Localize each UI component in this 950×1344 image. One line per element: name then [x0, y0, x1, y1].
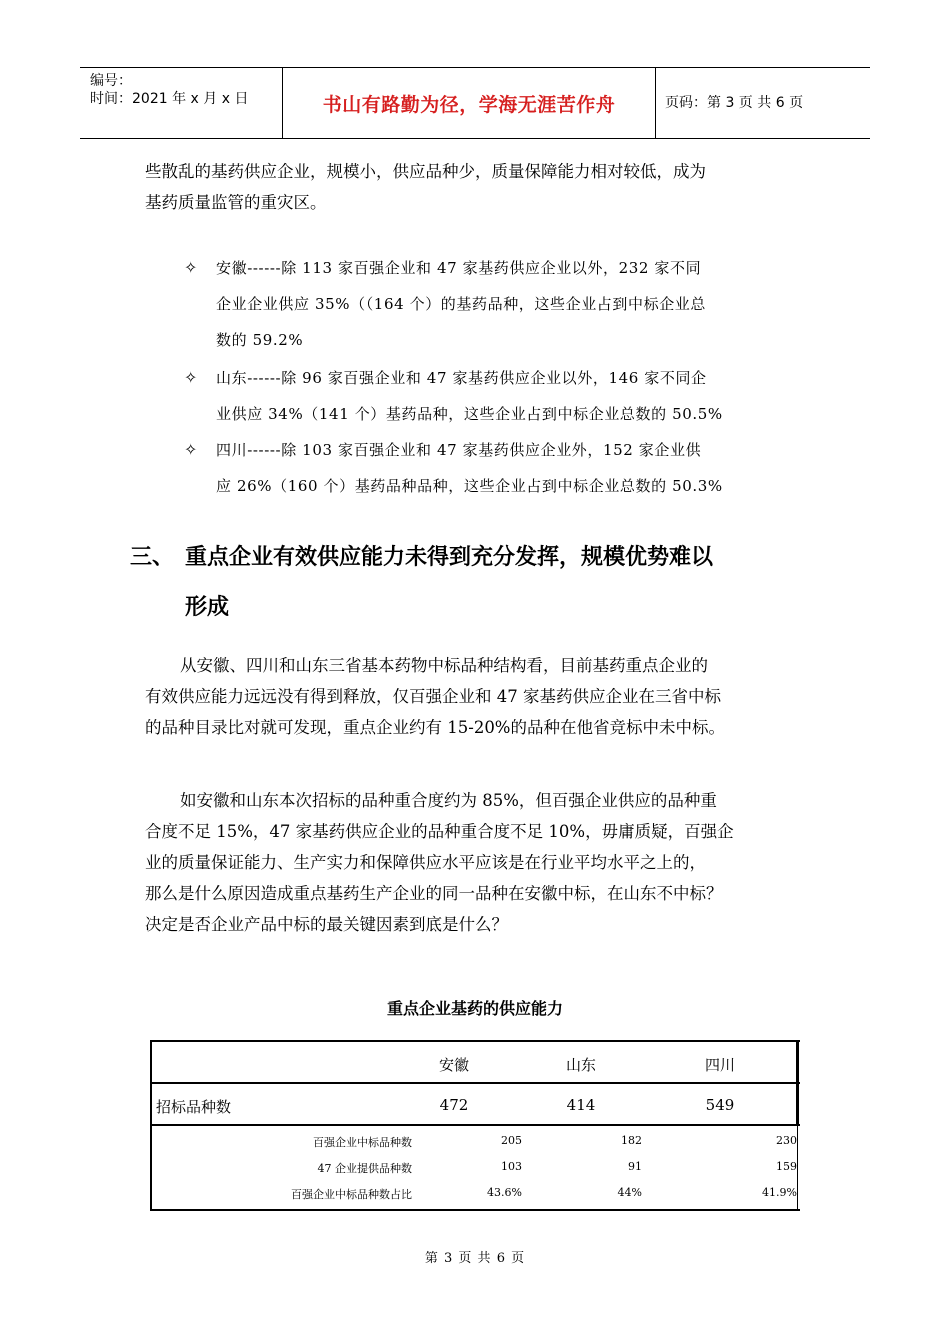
bullet-line: 安徽------除 113 家百强企业和 47 家基药供应企业以外，232 家不同: [216, 259, 702, 277]
diamond-bullet-icon: ✧: [184, 258, 199, 277]
section-title-line: 重点企业有效供应能力未得到充分发挥，规模优势难以: [185, 545, 714, 570]
paragraph-line: 业的质量保证能力、生产实力和保障供应水平应该是在行业平均水平之上的，: [145, 853, 706, 872]
table-cell: 182: [621, 1134, 642, 1147]
section-title-line: 形成: [185, 595, 230, 620]
intro-paragraph: [145, 156, 810, 218]
bullet-line: 应 26%（160 个）基药品种品种，这些企业占到中标企业总数的 50.3%: [216, 477, 723, 495]
paragraph-line: 的品种目录比对就可发现，重点企业约有 15-20%的品种在他省竞标中未中标。: [145, 718, 725, 737]
table-cell: 472: [439, 1096, 469, 1114]
row-label-main: 招标品种数: [156, 1098, 232, 1116]
table-cell: 44%: [617, 1186, 642, 1199]
bullet-line: 四川------除 103 家百强企业和 47 家基药供应企业外，152 家企业供: [216, 441, 702, 459]
header-page-info: 页码：第 3 页 共 6 页: [665, 95, 804, 111]
doc-date: 时间：2021 年 x 月 x 日: [90, 91, 249, 107]
diamond-bullet-icon: ✧: [184, 440, 199, 459]
bullet-line: 数的 59.2%: [216, 331, 304, 349]
table-cell: 41.9%: [762, 1186, 797, 1199]
bullet-item-sichuan: [184, 432, 814, 504]
bullet-line: 业供应 34%（141 个）基药品种，这些企业占到中标企业总数的 50.5%: [216, 405, 723, 423]
body-paragraph-1: [145, 650, 810, 743]
column-header-anhui: 安徽: [438, 1056, 469, 1074]
paragraph-line: 如安徽和山东本次招标的品种重合度约为 85%，但百强企业供应的品种重: [180, 791, 717, 810]
body-paragraph-2: [145, 785, 810, 940]
table-divider: [150, 1082, 800, 1084]
header-motto: 书山有路勤为径，学海无涯苦作舟: [282, 68, 656, 138]
table-cell: 549: [705, 1096, 735, 1114]
page-footer: 第 3 页 共 6 页: [424, 1251, 526, 1266]
table-caption: 重点企业基药的供应能力: [386, 999, 563, 1018]
table-cell: 103: [501, 1160, 522, 1173]
table-cell: 91: [628, 1160, 642, 1173]
section-heading: [130, 533, 830, 633]
table-cell: 159: [776, 1160, 797, 1173]
header-meta-cell: [80, 68, 280, 138]
diamond-bullet-icon: ✧: [184, 368, 199, 387]
table-cell: 230: [776, 1134, 797, 1147]
paragraph-line: 从安徽、四川和山东三省基本药物中标品种结构看，目前基药重点企业的: [180, 656, 708, 675]
sub-row-label: 47 企业提供品种数: [317, 1162, 412, 1175]
table-cell: 414: [566, 1096, 596, 1114]
bullet-item-anhui: [184, 250, 814, 358]
doc-code-label: 编号：: [90, 73, 132, 89]
table-right-border: [796, 1040, 799, 1126]
section-number: 三、: [130, 545, 175, 570]
intro-line: 基药质量监管的重灾区。: [145, 193, 327, 212]
table-cell: 205: [501, 1134, 522, 1147]
sub-row-label: 百强企业中标品种数占比: [291, 1188, 412, 1201]
paragraph-line: 有效供应能力远远没有得到释放，仅百强企业和 47 家基药供应企业在三省中标: [145, 687, 721, 706]
table-divider: [150, 1124, 800, 1126]
bullet-line: 山东------除 96 家百强企业和 47 家基药供应企业以外，146 家不同企: [216, 369, 707, 387]
supply-capacity-table: [150, 1040, 800, 1211]
page-header: [80, 67, 870, 139]
column-header-shandong: 山东: [565, 1056, 596, 1074]
bullet-line: 企业企业供应 35%（（164 个）的基药品种，这些企业占到中标企业总: [216, 295, 707, 313]
table-cell: 43.6%: [487, 1186, 522, 1199]
sub-row-label: 百强企业中标品种数: [313, 1136, 412, 1149]
paragraph-line: 那么是什么原因造成重点基药生产企业的同一品种在安徽中标，在山东不中标？: [145, 884, 723, 903]
column-header-sichuan: 四川: [704, 1056, 735, 1074]
paragraph-line: 合度不足 15%，47 家基药供应企业的品种重合度不足 10%，毋庸质疑，百强企: [145, 822, 734, 841]
table-right-border: [797, 1126, 798, 1209]
paragraph-line: 决定是否企业产品中标的最关键因素到底是什么？: [145, 915, 508, 934]
bullet-item-shandong: [184, 360, 814, 432]
intro-line: 些散乱的基药供应企业，规模小，供应品种少，质量保障能力相对较低，成为: [145, 162, 706, 181]
